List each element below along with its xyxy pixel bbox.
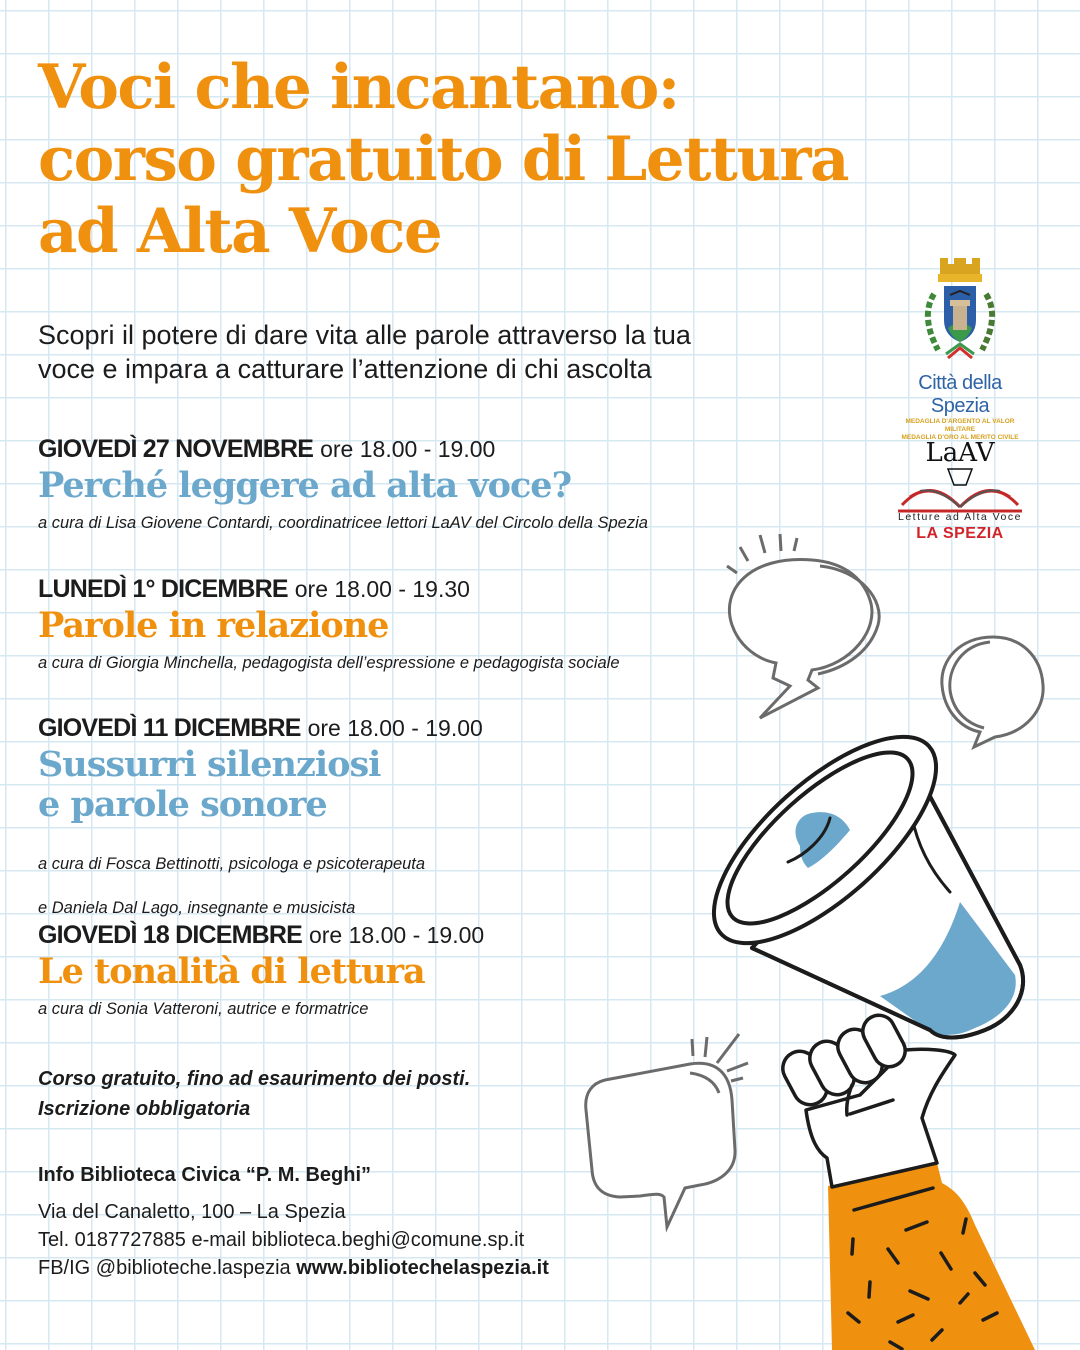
- registration-notice: [38, 1064, 598, 1124]
- subtitle-line: voce e impara a catturare l’attenzione di chi ascolta: [38, 354, 652, 384]
- notice-line: Corso gratuito, fino ad esaurimento dei posti.: [38, 1068, 471, 1090]
- event-credit: a cura di Giorgia Minchella, pedagogista dell’espressione e pedagogista sociale: [38, 654, 620, 672]
- title-line: corso gratuito di Lettura: [38, 124, 848, 195]
- subtitle: [38, 318, 858, 386]
- event-item: [38, 434, 738, 534]
- city-name: Città della Spezia: [918, 372, 1002, 417]
- page-title: [38, 52, 1038, 268]
- speech-bubble-icon: [727, 534, 879, 718]
- event-credit: a cura di Sonia Vatteroni, autrice e formatrice: [38, 1000, 369, 1018]
- event-time: ore 18.00 - 19.00: [320, 436, 496, 462]
- event-date: [38, 434, 738, 464]
- event-day: GIOVEDÌ 27 NOVEMBRE: [38, 435, 314, 463]
- event-title: Perché leggere ad alta voce?: [38, 465, 572, 506]
- event-credit-line: a cura di Fosca Bettinotti, psicologa e psicoterapeuta: [38, 855, 426, 873]
- medal-text: MEDAGLIA D'ARGENTO AL VALOR MILITARE: [905, 418, 1015, 433]
- event-time: ore 18.00 - 19.00: [308, 922, 485, 948]
- event-day: GIOVEDÌ 18 DICEMBRE: [38, 921, 303, 949]
- speech-bubble-icon: [586, 1034, 748, 1227]
- laav-wordmark: LaAV: [925, 438, 995, 468]
- event-title: Le tonalità di lettura: [38, 951, 425, 992]
- info-heading: Info Biblioteca Civica “P. M. Beghi”: [38, 1164, 372, 1186]
- title-line: Voci che incantano:: [38, 52, 679, 123]
- website-link[interactable]: www.bibliotechelaspezia.it: [296, 1257, 549, 1279]
- event-title: Parole in relazione: [38, 605, 389, 646]
- open-book-megaphone-icon: [890, 435, 1030, 515]
- coat-of-arms-icon: [890, 250, 1030, 368]
- laav-tagline: Letture ad Alta Voce: [898, 511, 1022, 523]
- medal-text: MEDAGLIA D'ORO AL MERITO CIVILE: [901, 434, 1019, 441]
- title-line: ad Alta Voce: [38, 196, 442, 267]
- event-credit: a cura di Lisa Giovene Contardi, coordinatricee lettori LaAV del Circolo della Spezia: [38, 514, 648, 532]
- notice-line: Iscrizione obbligatoria: [38, 1098, 251, 1120]
- event-title-line: Sussurri silenziosi: [38, 744, 381, 785]
- social-handle[interactable]: FB/IG @biblioteche.laspezia: [38, 1257, 291, 1279]
- event-credit-line: e Daniela Dal Lago, insegnante e musicista: [38, 899, 356, 917]
- event-day: GIOVEDÌ 11 DICEMBRE: [38, 714, 301, 742]
- sleeve: [828, 1163, 1035, 1350]
- info-phone-email[interactable]: Tel. 0187727885 e-mail biblioteca.beghi@comune.sp.it: [38, 1229, 525, 1251]
- city-logo: [890, 250, 1030, 442]
- event-title-line: e parole sonore: [38, 784, 327, 825]
- raised-hand-icon: [777, 1010, 955, 1187]
- event-time: ore 18.00 - 19.30: [294, 576, 470, 602]
- subtitle-line: Scopri il potere di dare vita alle parole attraverso la tua: [38, 320, 691, 350]
- event-time: ore 18.00 - 19.00: [307, 715, 483, 741]
- megaphone-icon: [682, 703, 1023, 1037]
- info-address: Via del Canaletto, 100 – La Spezia: [38, 1201, 346, 1223]
- event-day: LUNEDÌ 1° DICEMBRE: [38, 575, 288, 603]
- speech-bubble-icon: [942, 637, 1043, 747]
- megaphone-illustration: [560, 520, 1080, 1350]
- laav-city: LA SPEZIA: [916, 525, 1004, 542]
